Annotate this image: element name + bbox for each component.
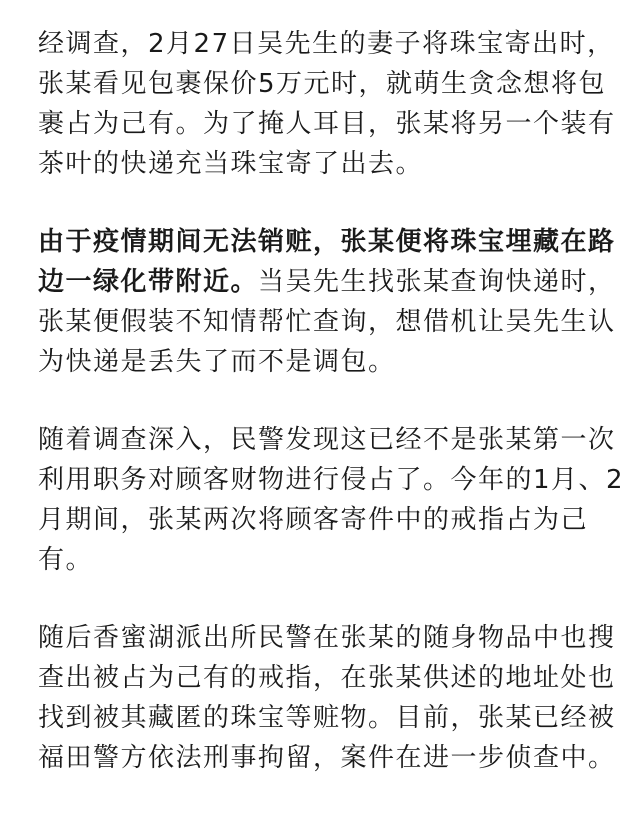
text-segment: 福田警方依法刑事拘留，案件在进一步侦查中。 [38, 743, 616, 773]
text-line [38, 24, 615, 64]
text-segment: 茶叶的快递充当珠宝寄了出去。 [38, 149, 424, 179]
text-line [38, 64, 610, 104]
text-line [38, 738, 616, 778]
text-line [38, 618, 616, 658]
text-segment: 张某看见包裹保价5万元时，就萌生贪念想将包 [38, 69, 607, 99]
paragraph-2 [38, 222, 616, 382]
text-line [38, 104, 616, 144]
paragraph-4 [38, 618, 616, 778]
text-segment: 经调查，2月27日吴先生的妻子将珠宝寄出时， [38, 29, 615, 59]
text-segment: 随着调查深入，民警发现这已经不是张某第一次 [38, 425, 616, 455]
paragraph-1 [38, 24, 616, 184]
text-line [38, 342, 610, 382]
text-line [38, 302, 616, 342]
text-segment: 月期间，张某两次将顾客寄件中的戒指占为己 [38, 505, 589, 535]
text-segment: 查出被占为己有的戒指，在张某供述的地址处也 [38, 663, 616, 693]
text-segment: 找到被其藏匿的珠宝等赃物。目前，张某已经被 [38, 703, 616, 733]
text-segment: 当吴先生找张某查询快递时， [258, 267, 616, 297]
text-segment: 有。 [38, 545, 94, 575]
bold-text-segment: 由于疫情期间无法销赃，张某便将珠宝埋藏在路 [38, 227, 616, 257]
text-line [38, 460, 625, 500]
text-line [38, 540, 610, 580]
text-segment: 利用职务对顾客财物进行侵占了。今年的1月、2 [38, 465, 625, 495]
text-line [38, 500, 610, 540]
text-segment: 随后香蜜湖派出所民警在张某的随身物品中也搜 [38, 623, 616, 653]
text-segment: 为快递是丢失了而不是调包。 [38, 347, 396, 377]
text-line [38, 222, 616, 262]
text-segment: 裹占为己有。为了掩人耳目，张某将另一个装有 [38, 109, 616, 139]
text-line [38, 420, 616, 460]
text-segment: 张某便假装不知情帮忙查询，想借机让吴先生认 [38, 307, 616, 337]
article-body [38, 24, 625, 816]
paragraph-3 [38, 420, 625, 580]
text-line [38, 144, 610, 184]
bold-text-segment: 边一绿化带附近。 [38, 267, 259, 297]
text-line [38, 262, 616, 302]
text-line [38, 658, 616, 698]
text-line [38, 698, 616, 738]
